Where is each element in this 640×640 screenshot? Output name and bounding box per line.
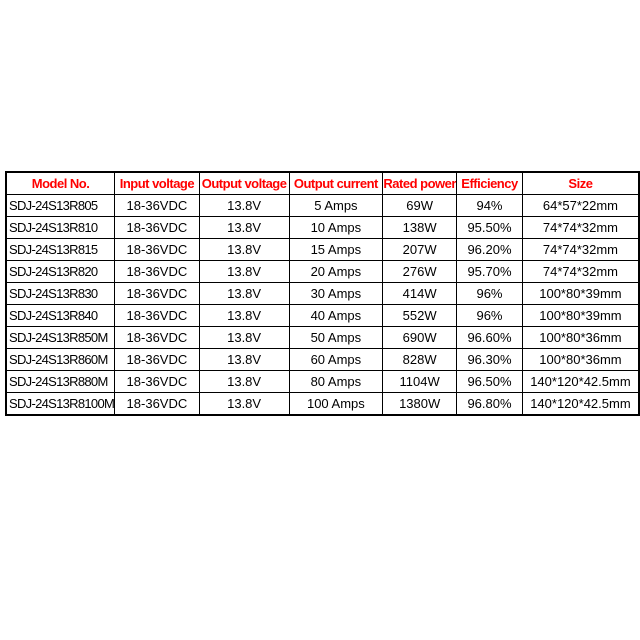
cell-output_current: 40 Amps: [289, 305, 383, 327]
cell-output_current: 80 Amps: [289, 371, 383, 393]
table-row: [6, 217, 639, 239]
cell-output_current: 20 Amps: [289, 261, 383, 283]
cell-output_current: 15 Amps: [289, 239, 383, 261]
cell-output_voltage: 13.8V: [199, 393, 289, 416]
column-header-input_voltage: Input voltage: [115, 172, 200, 195]
column-header-rated_power: Rated power: [383, 172, 457, 195]
cell-size: 74*74*32mm: [522, 217, 639, 239]
cell-model: SDJ-24S13R820: [6, 261, 115, 283]
cell-model: SDJ-24S13R805: [6, 195, 115, 217]
cell-input_voltage: 18-36VDC: [115, 261, 200, 283]
cell-rated_power: 690W: [383, 327, 457, 349]
cell-model: SDJ-24S13R850M: [6, 327, 115, 349]
header-row: [6, 172, 639, 195]
cell-output_voltage: 13.8V: [199, 283, 289, 305]
cell-efficiency: 95.70%: [457, 261, 523, 283]
table-row: [6, 327, 639, 349]
column-header-efficiency: Efficiency: [457, 172, 523, 195]
cell-rated_power: 276W: [383, 261, 457, 283]
table-row: [6, 371, 639, 393]
table-row: [6, 195, 639, 217]
cell-efficiency: 95.50%: [457, 217, 523, 239]
table-row: [6, 305, 639, 327]
cell-output_voltage: 13.8V: [199, 195, 289, 217]
cell-size: 74*74*32mm: [522, 261, 639, 283]
spec-table-body: [6, 195, 639, 416]
cell-rated_power: 414W: [383, 283, 457, 305]
cell-rated_power: 1380W: [383, 393, 457, 416]
cell-model: SDJ-24S13R830: [6, 283, 115, 305]
cell-size: 100*80*39mm: [522, 305, 639, 327]
cell-input_voltage: 18-36VDC: [115, 305, 200, 327]
table-row: [6, 283, 639, 305]
cell-input_voltage: 18-36VDC: [115, 393, 200, 416]
cell-output_voltage: 13.8V: [199, 327, 289, 349]
cell-output_voltage: 13.8V: [199, 305, 289, 327]
cell-rated_power: 138W: [383, 217, 457, 239]
cell-size: 140*120*42.5mm: [522, 393, 639, 416]
cell-rated_power: 828W: [383, 349, 457, 371]
table-row: [6, 393, 639, 416]
table-row: [6, 239, 639, 261]
cell-output_current: 100 Amps: [289, 393, 383, 416]
cell-rated_power: 1104W: [383, 371, 457, 393]
table-row: [6, 349, 639, 371]
cell-output_current: 5 Amps: [289, 195, 383, 217]
cell-size: 74*74*32mm: [522, 239, 639, 261]
cell-output_current: 30 Amps: [289, 283, 383, 305]
cell-output_voltage: 13.8V: [199, 217, 289, 239]
cell-output_voltage: 13.8V: [199, 261, 289, 283]
spec-table-head: [6, 172, 639, 195]
cell-efficiency: 96.60%: [457, 327, 523, 349]
cell-output_voltage: 13.8V: [199, 239, 289, 261]
cell-output_current: 10 Amps: [289, 217, 383, 239]
spec-table: [5, 171, 640, 416]
cell-model: SDJ-24S13R880M: [6, 371, 115, 393]
cell-efficiency: 96%: [457, 283, 523, 305]
cell-size: 100*80*39mm: [522, 283, 639, 305]
cell-size: 100*80*36mm: [522, 327, 639, 349]
cell-output_current: 50 Amps: [289, 327, 383, 349]
cell-efficiency: 96%: [457, 305, 523, 327]
column-header-size: Size: [522, 172, 639, 195]
cell-size: 140*120*42.5mm: [522, 371, 639, 393]
cell-rated_power: 207W: [383, 239, 457, 261]
cell-size: 100*80*36mm: [522, 349, 639, 371]
cell-input_voltage: 18-36VDC: [115, 349, 200, 371]
column-header-output_voltage: Output voltage: [199, 172, 289, 195]
cell-efficiency: 96.30%: [457, 349, 523, 371]
cell-rated_power: 69W: [383, 195, 457, 217]
column-header-model: Model No.: [6, 172, 115, 195]
cell-input_voltage: 18-36VDC: [115, 217, 200, 239]
cell-input_voltage: 18-36VDC: [115, 283, 200, 305]
column-header-output_current: Output current: [289, 172, 383, 195]
cell-efficiency: 94%: [457, 195, 523, 217]
cell-size: 64*57*22mm: [522, 195, 639, 217]
cell-output_voltage: 13.8V: [199, 371, 289, 393]
cell-efficiency: 96.50%: [457, 371, 523, 393]
cell-model: SDJ-24S13R860M: [6, 349, 115, 371]
cell-efficiency: 96.20%: [457, 239, 523, 261]
table-row: [6, 261, 639, 283]
cell-input_voltage: 18-36VDC: [115, 327, 200, 349]
cell-input_voltage: 18-36VDC: [115, 371, 200, 393]
cell-model: SDJ-24S13R815: [6, 239, 115, 261]
cell-efficiency: 96.80%: [457, 393, 523, 416]
cell-output_voltage: 13.8V: [199, 349, 289, 371]
cell-input_voltage: 18-36VDC: [115, 195, 200, 217]
cell-model: SDJ-24S13R8100M: [6, 393, 115, 416]
cell-output_current: 60 Amps: [289, 349, 383, 371]
cell-model: SDJ-24S13R840: [6, 305, 115, 327]
cell-input_voltage: 18-36VDC: [115, 239, 200, 261]
cell-rated_power: 552W: [383, 305, 457, 327]
cell-model: SDJ-24S13R810: [6, 217, 115, 239]
